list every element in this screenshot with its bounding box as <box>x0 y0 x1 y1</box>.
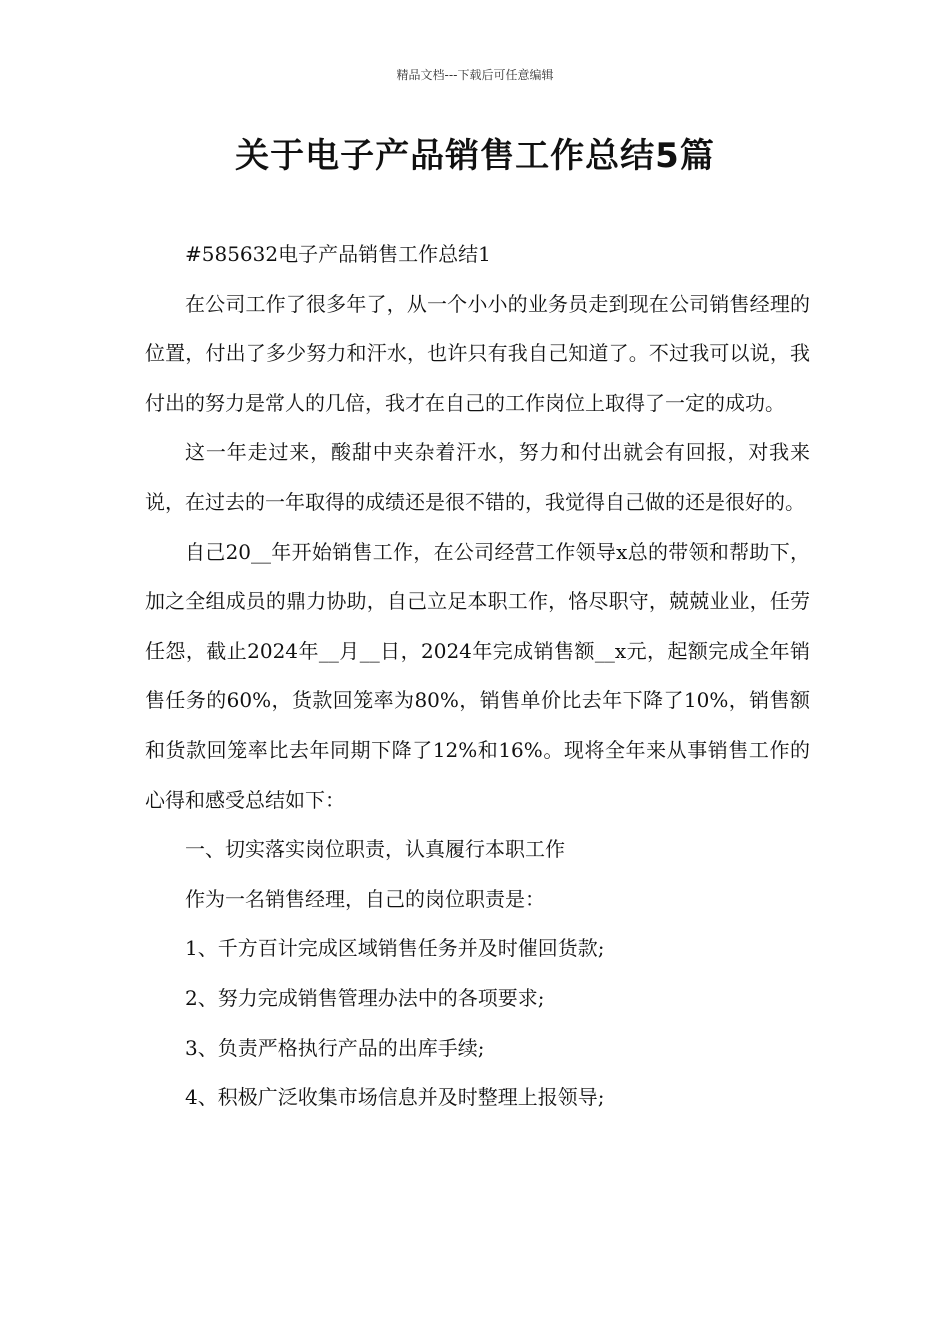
paragraph-1: 在公司工作了很多年了，从一个小小的业务员走到现在公司销售经理的位置，付出了多少努力和汗水，也许只有我自己知道了。不过我可以说，我付出的努力是常人的几倍，我才在自己的工作岗位上取得了一定的成功。 <box>145 291 810 415</box>
document-title: 关于电子产品销售工作总结5篇 <box>235 136 715 176</box>
list-item: 4、积极广泛收集市场信息并及时整理上报领导; <box>185 1085 605 1110</box>
list-item: 2、努力完成销售管理办法中的各项要求; <box>185 985 545 1010</box>
paragraph-3: 自己20__年开始销售工作，在公司经营工作领导x总的带领和帮助下，加之全组成员的鼎力协助，自己立足本职工作，恪尽职守，兢兢业业，任劳任怨，截止2024年__月__日，2024年完成销售额__x元，起额完成全年销售任务的60%，货款回笼率为80%，销售单价比去年下降了10%，销售额和货款回笼率比去年同期下降了12%和16%。现将全年来从事销售工作的心得和感受总结如下： <box>145 539 810 812</box>
page-header-watermark: 精品文档---下载后可任意编辑 <box>396 68 554 82</box>
list-item: 3、负责严格执行产品的出库手续; <box>185 1035 485 1060</box>
paragraph-2: 这一年走过来，酸甜中夹杂着汗水，努力和付出就会有回报，对我来说，在过去的一年取得的成绩还是很不错的，我觉得自己做的还是很好的。 <box>145 440 810 514</box>
document-body <box>145 230 810 1123</box>
list-item: 1、千方百计完成区域销售任务并及时催回货款; <box>185 936 605 961</box>
document-subtitle: #585632电子产品销售工作总结1 <box>185 242 491 266</box>
section-heading: 一、切实落实岗位职责，认真履行本职工作 <box>185 837 565 862</box>
duties-intro: 作为一名销售经理，自己的岗位职责是： <box>185 886 545 911</box>
